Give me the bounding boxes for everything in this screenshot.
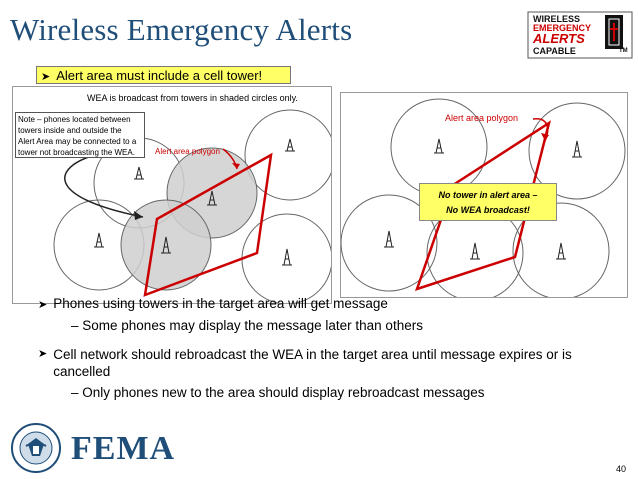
cell-tower-icon <box>384 231 394 247</box>
polygon-label: Alert area polygon <box>155 147 220 156</box>
slide-title: Wireless Emergency Alerts <box>10 12 353 47</box>
cell-tower-icon <box>94 233 104 247</box>
bullet-item <box>38 296 388 311</box>
wea-capable-logo <box>527 11 633 59</box>
logo-line-4: CAPABLE <box>533 46 576 56</box>
bullet-text: Cell network should rebroadcast the WEA in the target area until message expires or is cancelled <box>53 347 572 379</box>
arrow-bullet-icon: ➤ <box>38 299 48 311</box>
logo-line-2: EMERGENCY <box>533 23 592 33</box>
sub-bullet-item <box>71 318 423 333</box>
sub-bullet-text: Some phones may display the message later than others <box>82 318 423 333</box>
logo-line-3: ALERTS <box>533 31 585 46</box>
cell-tower-icon <box>134 167 144 179</box>
page-number: 40 <box>615 464 626 474</box>
dash-bullet-icon: – <box>71 385 83 400</box>
bullet-item <box>38 346 623 380</box>
right-diagram <box>340 92 628 298</box>
coverage-circle <box>245 110 331 200</box>
left-diagram <box>12 86 332 304</box>
warning-line: No tower in alert area – <box>438 190 538 200</box>
callout-box <box>36 66 291 84</box>
warning-line: No WEA broadcast! <box>446 205 530 215</box>
fema-wordmark: FEMA <box>71 430 176 467</box>
note-line: towers inside and outside the <box>18 126 122 135</box>
note-box <box>15 112 145 158</box>
cell-tower-icon <box>282 249 292 265</box>
dhs-seal-icon <box>10 422 62 474</box>
note-arrow <box>65 155 143 217</box>
cell-tower-icon <box>470 243 480 259</box>
dhs-seal <box>10 422 62 479</box>
cell-tower-icon <box>285 139 295 151</box>
note-line: Note – phones located between <box>18 115 131 124</box>
note-line: tower not broadcasting the WEA. <box>18 148 135 157</box>
dash-bullet-icon: – <box>71 318 83 333</box>
cell-tower-icon <box>556 243 566 259</box>
cell-tower-icon <box>434 139 444 153</box>
callout-text: Alert area must include a cell tower! <box>56 68 263 83</box>
note-line: Alert Area may be connected to a <box>18 137 137 146</box>
logo-tm: TM <box>619 48 628 54</box>
left-diagram-header: WEA is broadcast from towers in shaded circles only. <box>87 93 298 103</box>
warning-box <box>419 183 557 221</box>
sub-bullet-item <box>71 385 485 400</box>
sub-bullet-text: Only phones new to the area should display rebroadcast messages <box>82 385 485 400</box>
bullet-text: Phones using towers in the target area will get message <box>53 296 388 311</box>
cell-tower-icon <box>572 141 582 157</box>
logo-line-1: WIRELESS <box>533 14 581 24</box>
arrow-bullet-icon: ➤ <box>41 71 51 83</box>
polygon-label: Alert area polygon <box>445 113 519 123</box>
arrow-bullet-icon: ➤ <box>38 348 48 360</box>
